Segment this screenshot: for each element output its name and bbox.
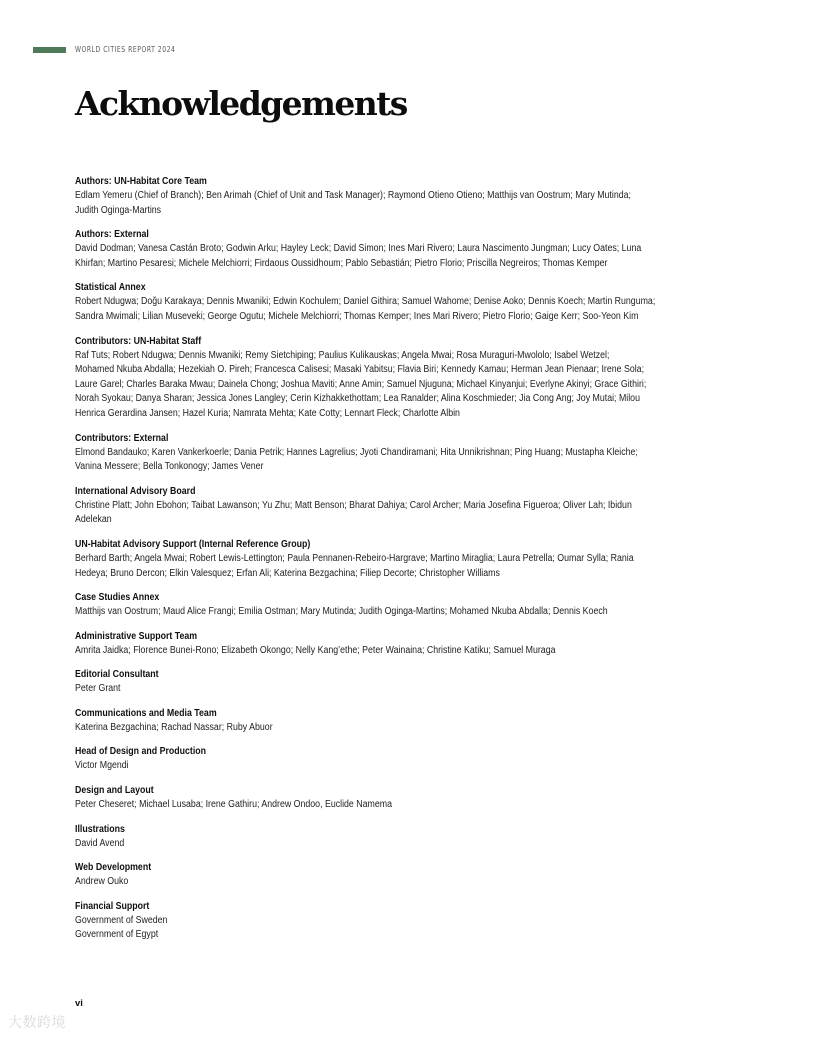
- page-number: vi: [75, 998, 83, 1009]
- section-title: Web Development: [75, 862, 152, 874]
- section-title: International Advisory Board: [75, 485, 196, 497]
- credit-section: [75, 630, 695, 659]
- name-line: Khirfan; Martino Pesaresi; Michele Melchiorri; Firdaous Oussidhoum; Pablo Sebastián; Pietro Florio; Priscilla Negreiros; Thomas Kemper: [75, 257, 608, 269]
- section-title: Editorial Consultant: [75, 669, 159, 681]
- running-header: WORLD CITIES REPORT 2024: [75, 45, 176, 54]
- section-title: Design and Layout: [75, 785, 154, 797]
- name-line: David Dodman; Vanesa Castán Broto; Godwin Arku; Hayley Leck; David Simon; Ines Mari Rivero; Laura Nascimento Jungman; Lucy Oates; Luna: [75, 243, 642, 255]
- credit-section: [75, 175, 695, 218]
- header-accent-bar: [33, 47, 66, 53]
- name-line: David Avend: [75, 837, 125, 849]
- credit-section: [75, 228, 695, 271]
- section-names: [75, 798, 693, 813]
- section-names: [75, 721, 693, 736]
- name-line: Peter Grant: [75, 683, 121, 695]
- section-names: [75, 242, 693, 271]
- credit-section: [75, 538, 695, 581]
- name-line: Adelekan: [75, 514, 112, 526]
- name-line: Raf Tuts; Robert Ndugwa; Dennis Mwaniki; Remy Sietchiping; Paulius Kulikauskas; Angela Mwai; Rosa Muraguri-Mwololo; Isabel Wetzel;: [75, 349, 610, 361]
- section-names: [75, 644, 693, 659]
- section-names: [75, 552, 693, 581]
- name-line: Henrica Gerardina Jansen; Hazel Kuria; Namrata Mehta; Kate Cotty; Lennart Fleck; Charlotte Albin: [75, 407, 460, 419]
- credit-section: [75, 784, 695, 813]
- watermark: 大数跨境: [8, 1015, 66, 1031]
- acknowledgements-list: [75, 175, 695, 953]
- section-names: [75, 605, 693, 620]
- section-names: [75, 349, 693, 422]
- name-line: Norah Syokau; Danya Sharan; Jessica Jones Langley; Cerin Kizhakkethottam; Lea Ranalder; Alina Koschmieder; Jia Cong Ang; Joy Mutai; Milou: [75, 393, 640, 405]
- name-line: Christine Platt; John Ebohon; Taibat Lawanson; Yu Zhu; Matt Benson; Bharat Dahiya; Carol Archer; Maria Josefina Figueroa; Oliver Lah; Ibidun: [75, 499, 632, 511]
- credit-section: [75, 900, 695, 943]
- section-title: Authors: External: [75, 229, 149, 241]
- name-line: Katerina Bezgachina; Rachad Nassar; Ruby Abuor: [75, 721, 273, 733]
- section-names: [75, 759, 693, 774]
- name-line: Matthijs van Oostrum; Maud Alice Frangi; Emilia Ostman; Mary Mutinda; Judith Oginga-Martins; Mohamed Nkuba Abdalla; Dennis Koech: [75, 606, 608, 618]
- name-line: Peter Cheseret; Michael Lusaba; Irene Gathiru; Andrew Ondoo, Euclide Namema: [75, 799, 392, 811]
- section-title: Communications and Media Team: [75, 707, 217, 719]
- credit-section: [75, 432, 695, 475]
- section-names: [75, 295, 693, 324]
- name-line: Amrita Jaidka; Florence Bunei-Rono; Elizabeth Okongo; Nelly Kang’ethe; Peter Wainaina; Christine Katiku; Samuel Muraga: [75, 644, 556, 656]
- name-line: Edlam Yemeru (Chief of Branch); Ben Arimah (Chief of Unit and Task Manager); Raymond Otieno Otieno; Matthijs van Oostrum; Mary Mutinda;: [75, 190, 631, 201]
- section-names: [75, 446, 693, 475]
- name-line: Government of Sweden: [75, 914, 168, 926]
- name-line: Judith Oginga-Martins: [75, 204, 162, 216]
- name-line: Laure Garel; Charles Baraka Mwau; Dainela Chong; Joshua Maviti; Anne Amin; Samuel Njuguna; Michael Kinyanjui; Everlyne Akinyi; Grace Githiri;: [75, 378, 647, 390]
- section-names: [75, 875, 693, 890]
- credit-section: [75, 335, 695, 422]
- section-names: [75, 682, 693, 697]
- name-line: Government of Egypt: [75, 929, 159, 941]
- name-line: Berhard Barth; Angela Mwai; Robert Lewis-Lettington; Paula Pennanen-Rebeiro-Hargrave; Martino Miraglia; Laura Petrella; Oumar Sylla; Rania: [75, 552, 634, 564]
- page-title: Acknowledgements: [75, 84, 407, 123]
- section-title: Statistical Annex: [75, 282, 146, 294]
- section-title: Contributors: UN-Habitat Staff: [75, 335, 202, 347]
- credit-section: [75, 861, 695, 890]
- name-line: Vanina Messere; Bella Tonkonogy; James Vener: [75, 461, 264, 473]
- section-title: Illustrations: [75, 823, 125, 835]
- section-names: [75, 914, 693, 943]
- section-names: [75, 837, 693, 852]
- name-line: Mohamed Nkuba Abdalla; Hezekiah O. Pireh; Francesca Calisesi; Masaki Yabitsu; Flavia Biri; Kennedy Kamau; Herman Jean Pienaar; Irene Sola;: [75, 364, 645, 376]
- name-line: Elmond Bandauko; Karen Vankerkoerle; Dania Petrik; Hannes Lagrelius; Jyoti Chandiramani; Hita Unnikrishnan; Ping Huang; Mustapha Kleiche;: [75, 446, 638, 458]
- section-title: Head of Design and Production: [75, 746, 207, 758]
- name-line: Robert Ndugwa; Doğu Karakaya; Dennis Mwaniki; Edwin Kochulem; Daniel Githira; Samuel Wahome; Denise Aoko; Dennis Koech; Martin Runguma;: [75, 296, 656, 308]
- credit-section: [75, 707, 695, 736]
- section-title: Financial Support: [75, 900, 150, 912]
- name-line: Victor Mgendi: [75, 760, 129, 772]
- credit-section: [75, 281, 695, 324]
- section-names: [75, 189, 693, 218]
- credit-section: [75, 745, 695, 774]
- credit-section: [75, 485, 695, 528]
- section-title: UN-Habitat Advisory Support (Internal Reference Group): [75, 538, 311, 550]
- credit-section: [75, 823, 695, 852]
- name-line: Andrew Ouko: [75, 876, 129, 888]
- credit-section: [75, 668, 695, 697]
- section-title: Authors: UN-Habitat Core Team: [75, 176, 207, 187]
- name-line: Sandra Mwimali; Lilian Museveki; George Ogutu; Michele Melchiorri; Thomas Kemper; Ines Mari Rivero; Pietro Florio; Gaige Kerr; Soo-Yeon Kim: [75, 310, 639, 322]
- name-line: Hedeya; Bruno Dercon; Elkin Valesquez; Erfan Ali; Katerina Bezgachina; Filiep Decorte; Christopher Williams: [75, 567, 500, 579]
- section-title: Case Studies Annex: [75, 592, 160, 604]
- credit-section: [75, 591, 695, 620]
- section-title: Contributors: External: [75, 432, 169, 444]
- section-title: Administrative Support Team: [75, 630, 198, 642]
- section-names: [75, 499, 693, 528]
